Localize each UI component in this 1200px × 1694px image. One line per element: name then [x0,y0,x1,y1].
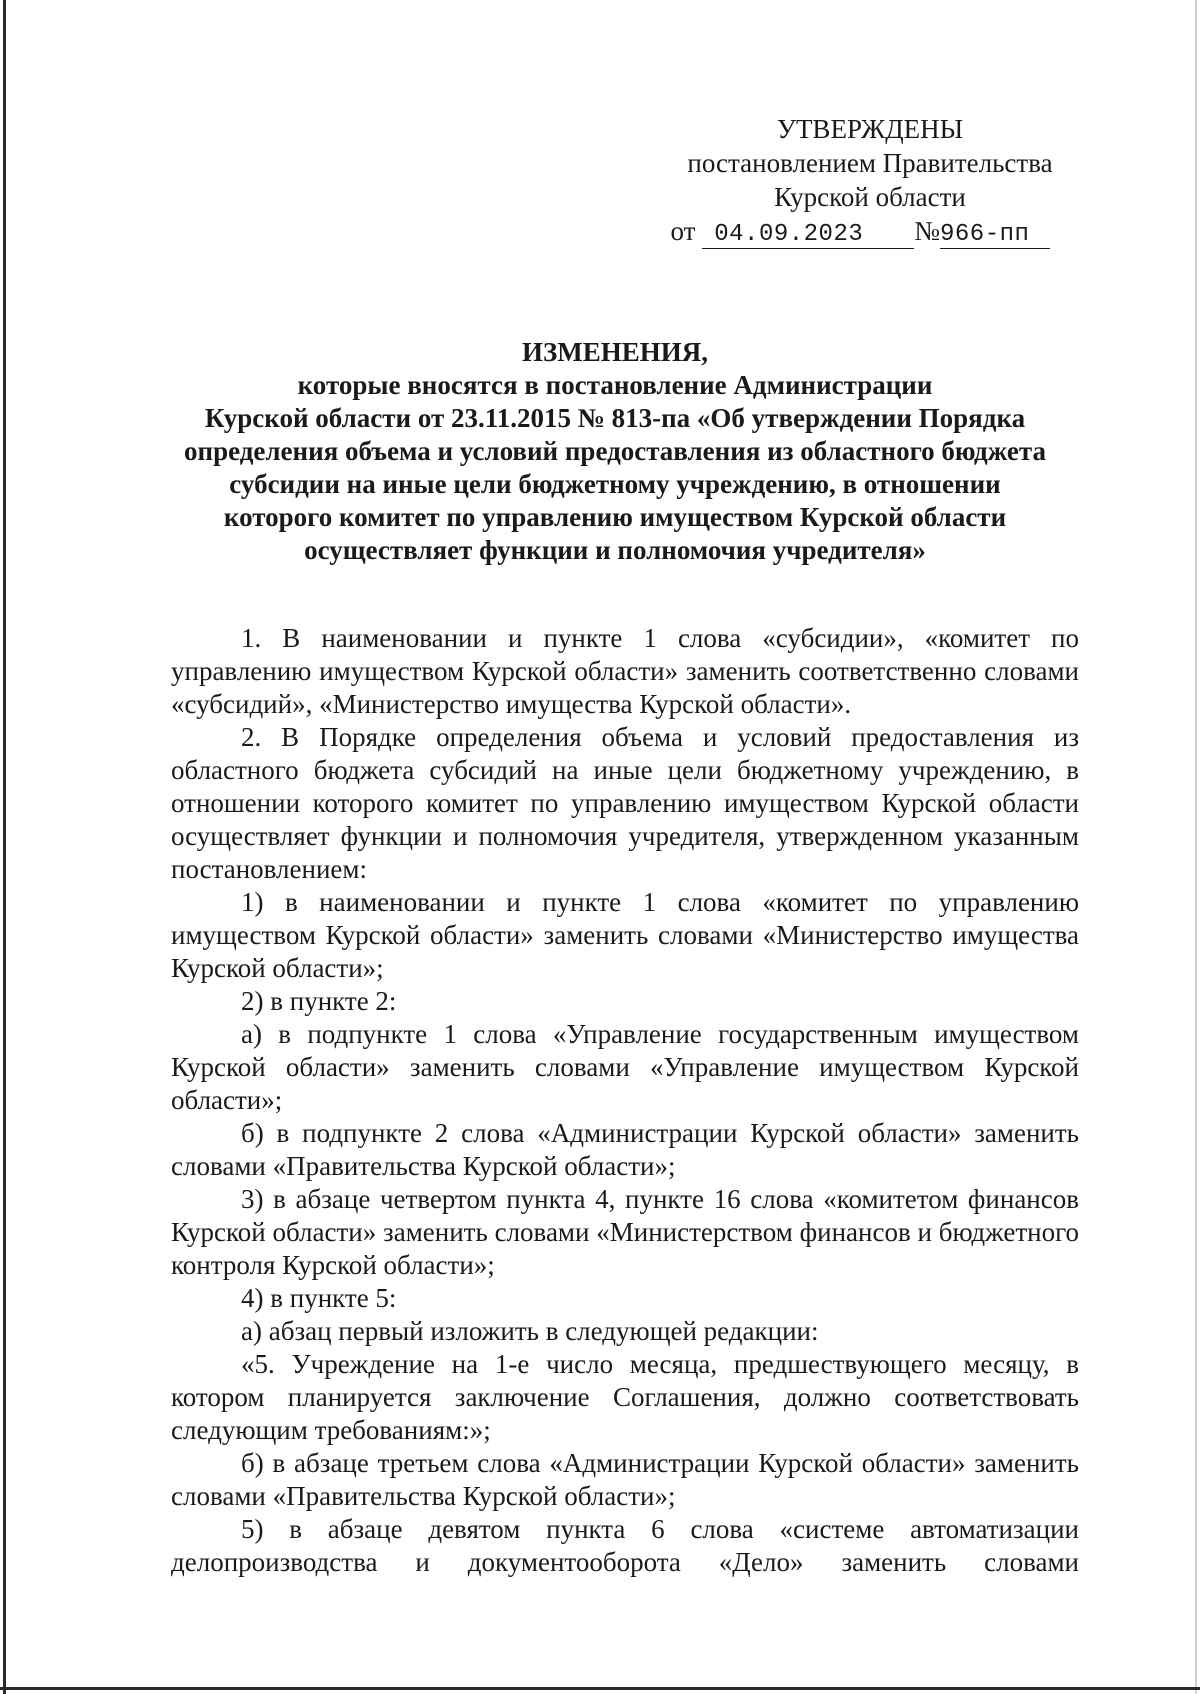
approval-date-line [660,214,1080,249]
document-title [160,336,1070,567]
date-prefix: от [670,216,696,246]
paragraph: а) абзац первый изложить в следующей редакции: [241,1316,819,1346]
approval-number: 966-пп [940,222,1050,249]
title-line: осуществляет функции и полномочия учредителя» [304,535,926,565]
paragraph: а) в подпункте 1 слова «Управление государственным имуществом Курской области» заменить словами «Управление имуществом Курской области»; [171,1019,1079,1115]
paragraph: 5) в абзаце девятом пункта 6 слова «системе автоматизации делопроизводства и документооборота «Дело» заменить словами [171,1514,1079,1577]
scan-edge-left [3,0,6,1694]
paragraph: 2. В Порядке определения объема и условий предоставления из областного бюджета субсидий на иные цели бюджетному учреждению, в отношении которого комитет по управлению имуществом Курской области осуществляет функции и полномочия учредителя, утвержденном указанным постановлением: [171,722,1079,884]
document-body [171,622,1079,1579]
approval-region: Курской области [774,182,966,212]
scan-edge-bottom [0,1687,1200,1690]
scan-edge-right [1195,0,1197,1694]
title-line: субсидии на иные цели бюджетному учреждению, в отношении [229,469,1001,499]
paragraph: 2) в пункте 2: [241,986,397,1016]
paragraph: 1. В наименовании и пункте 1 слова «субсидии», «комитет по управлению имуществом Курской области» заменить соответственно словами «субсидий», «Министерство имущества Курской области». [171,623,1079,719]
approval-issuer: постановлением Правительства [687,148,1053,178]
title-line: ИЗМЕНЕНИЯ, [521,337,708,367]
paragraph: 3) в абзаце четвертом пункта 4, пункте 16 слова «комитетом финансов Курской области» заменить словами «Министерством финансов и бюджетного контроля Курской области»; [171,1184,1079,1280]
title-line: которого комитет по управлению имуществом Курской области [223,502,1007,532]
title-line: определения объема и условий предоставления из областного бюджета [184,436,1046,466]
paragraph: б) в подпункте 2 слова «Администрации Курской области» заменить словами «Правительства Курской области»; [171,1118,1079,1181]
paragraph: «5. Учреждение на 1-е число месяца, предшествующего месяцу, в котором планируется заключение Соглашения, должно соответствовать следующим требованиям:»; [171,1349,1079,1445]
approval-date: 04.09.2023 [702,222,914,249]
number-prefix: № [914,216,940,246]
paragraph: 4) в пункте 5: [241,1283,397,1313]
approval-stamp-block [660,112,1080,249]
paragraph: б) в абзаце третьем слова «Администрации Курской области» заменить словами «Правительства Курской области»; [171,1448,1079,1511]
title-line: которые вносятся в постановление Администрации [297,370,933,400]
approval-heading: УТВЕРЖДЕНЫ [776,114,964,144]
title-line: Курской области от 23.11.2015 № 813-па «Об утверждении Порядка [204,403,1026,433]
paragraph: 1) в наименовании и пункте 1 слова «комитет по управлению имуществом Курской области» заменить словами «Министерство имущества Курской области»; [171,887,1079,983]
